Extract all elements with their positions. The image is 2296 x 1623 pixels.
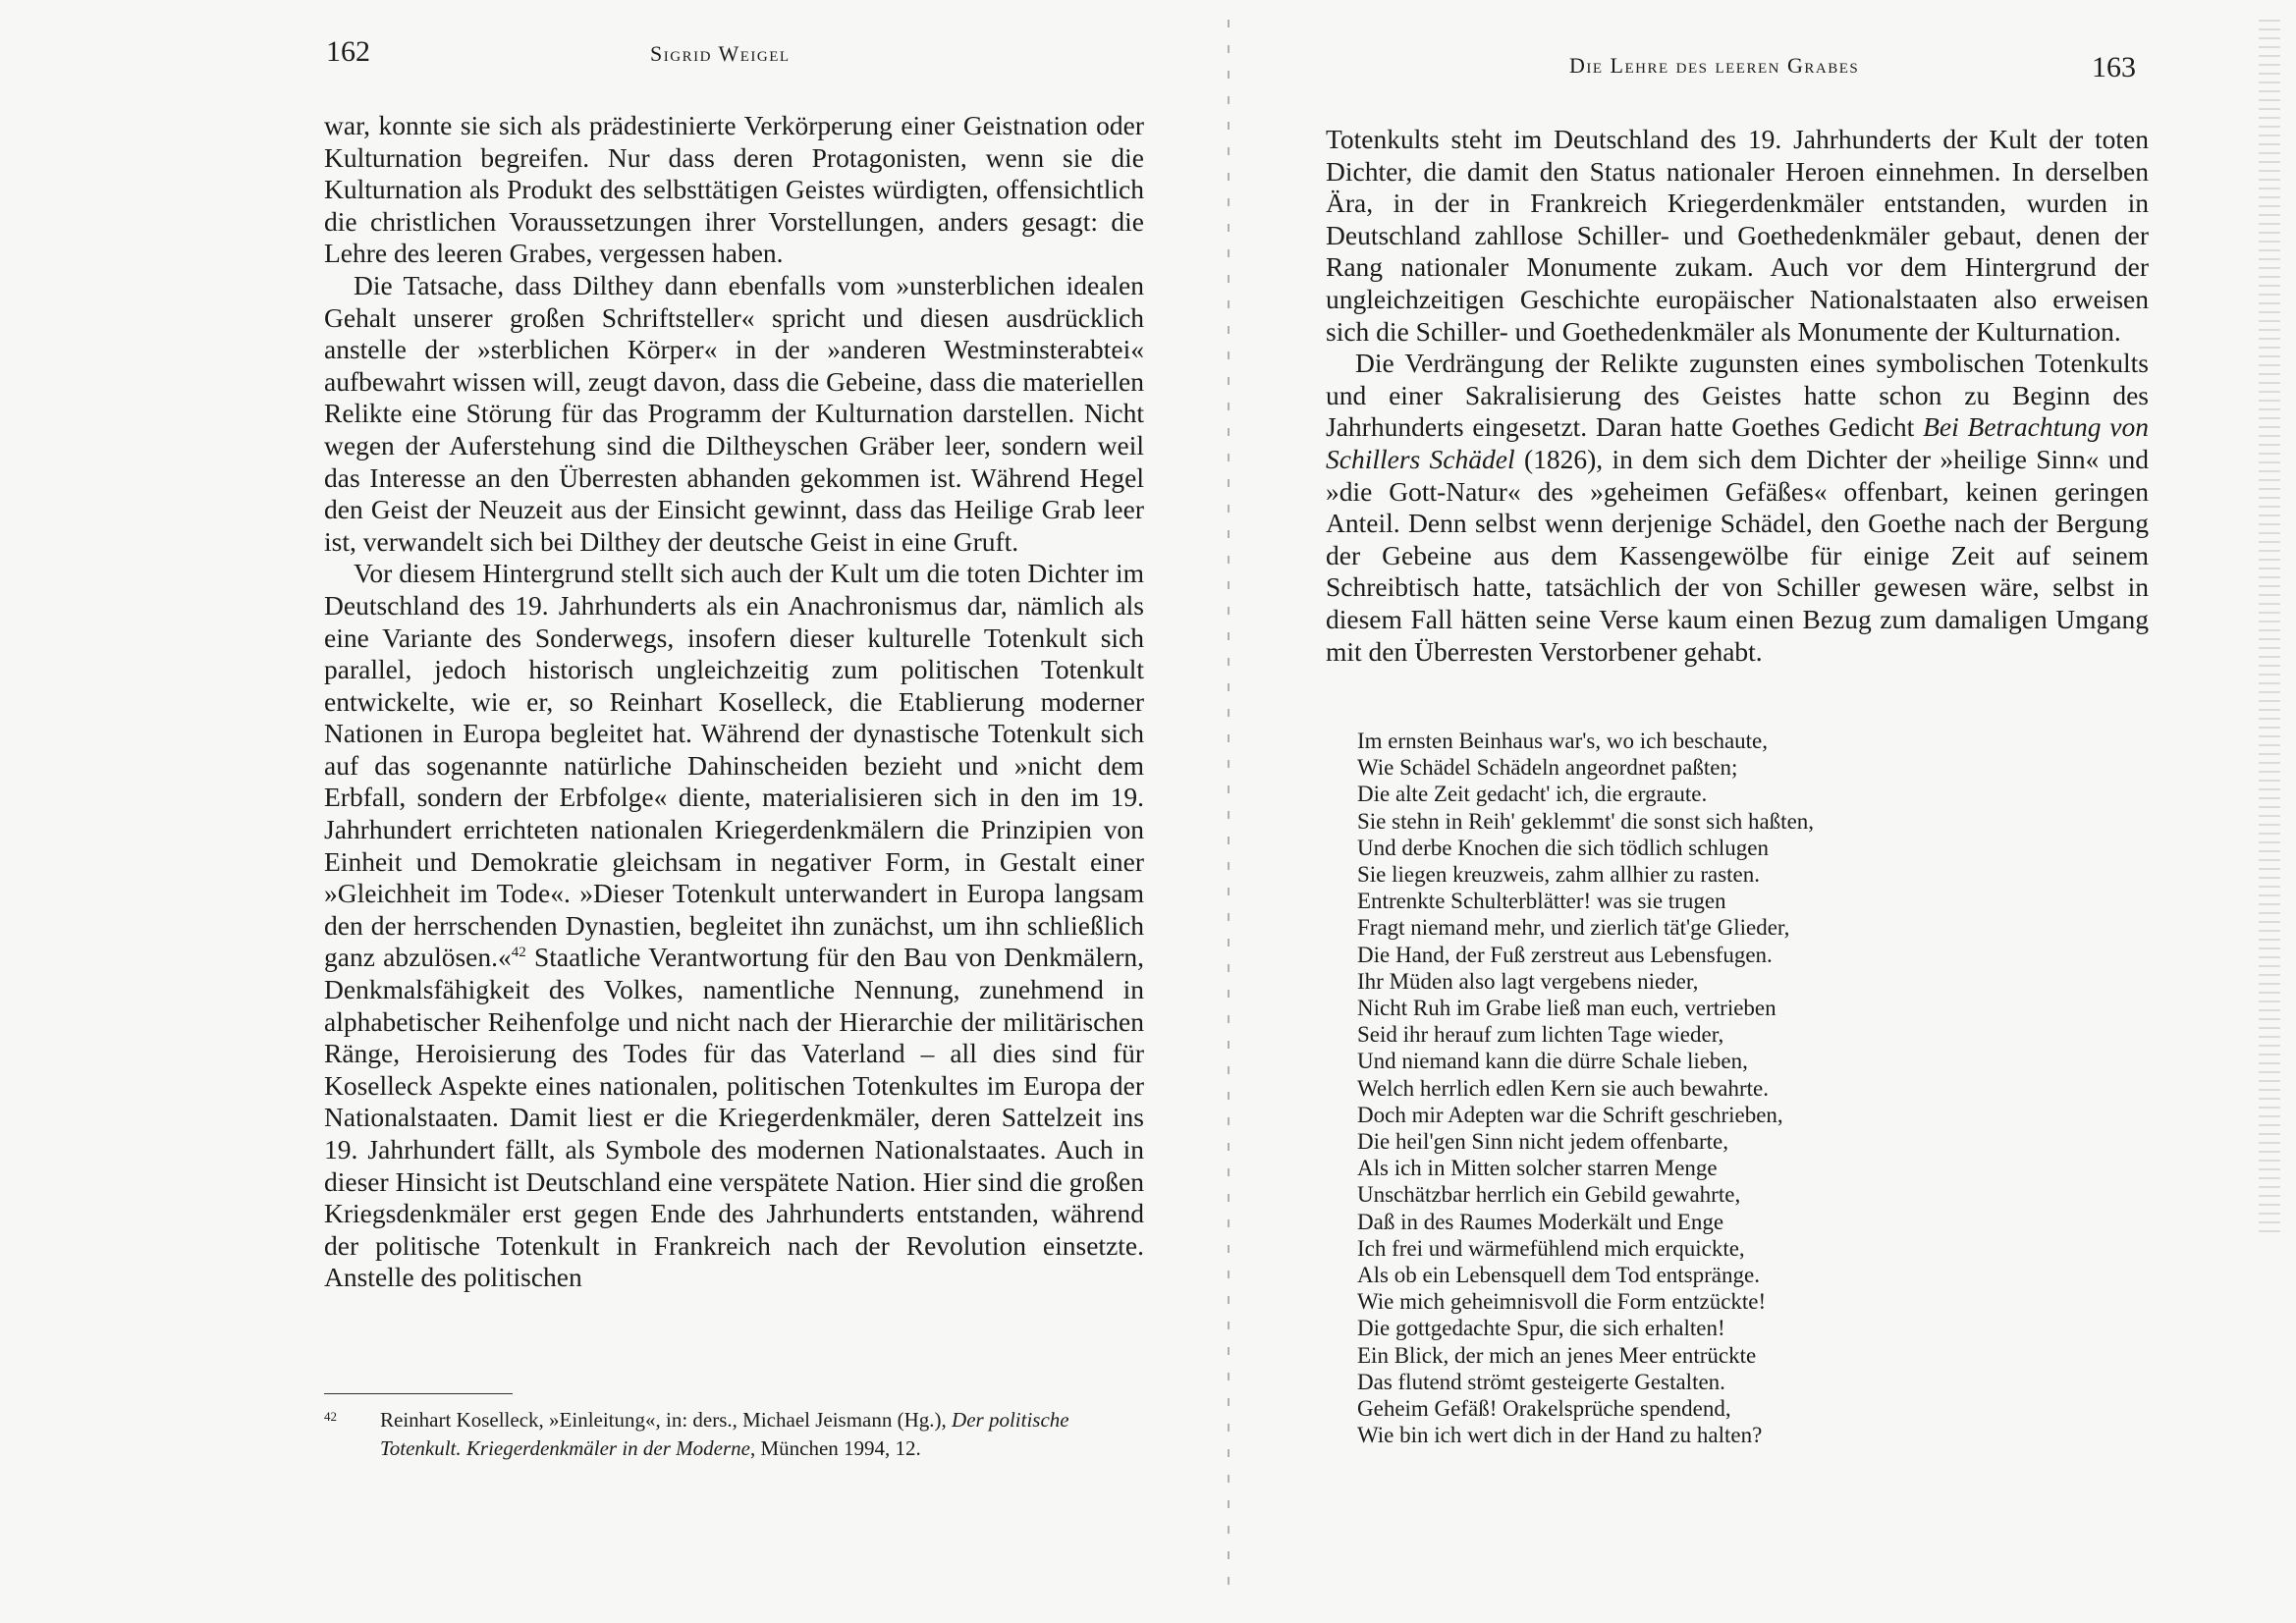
footnote-rule [324,1393,513,1394]
poem-line: Ich frei und wärmefühlend mich erquickte, [1357,1235,1745,1261]
paragraph: war, konnte sie sich als prädestinierte Verkörperung einer Geistnation oder Kulturnation begreifen. Nur dass deren Protagonisten, wenn sie die Kulturnation als Produkt des selbsttätigen Geistes würdigten, offensichtlich die christlichen Voraussetzungen ihrer Vorstellungen, anders gesagt: die Lehre des leeren Grabes, vergessen haben. [324,110,1144,269]
poem-line: Als ob ein Lebensquell dem Tod entspränge. [1357,1263,1760,1288]
footnote-text [380,1406,1144,1463]
footnote-reference: 42 [511,945,526,961]
poem-line: Geheim Gefäß! Orakelsprüche spendend, [1357,1396,1731,1422]
paragraph-text: Staatliche Verantwortung für den Bau von Denkmälern, Denkmalsfähigkeit des Volkes, namentliche Nennung, zunehmend in alphabetischer Reihenfolge und nicht nach der Hierarchie der militärischen Ränge, Heroisierung des Todes für das Vaterland – all dies sind für Koselleck Aspekte eines nationalen, politischen Totenkultes im Europa der Nationalstaaten. Damit liest er die Kriegerdenkmäler, deren Sattelzeit ins 19. Jahrhundert fällt, als Symbole des modernen Nationalstaates. Auch in dieser Hinsicht ist Deutschland eine verspätete Nation. Hier sind die großen Kriegsdenkmäler erst gegen Ende des Jahrhunderts entstanden, während der politische Totenkult in Frankreich nach der Revolution einsetzte. Anstelle des politischen [324,942,1144,1293]
footnote-book-title: Der politische Totenkult. Kriegerdenkmäler in der Moderne [380,1408,1069,1460]
footnote [324,1406,1144,1463]
poem-line: Die Hand, der Fuß zerstreut aus Lebensfugen. [1357,942,1773,967]
paragraph-text: Vor diesem Hintergrund stellt sich auch der Kult um die toten Dichter im Deutschland des 19. Jahrhunderts als ein Anachronismus dar, nämlich als eine Variante des Sonderwegs, insofern dieser kulturelle Totenkult sich parallel, jedoch historisch ungleichzeitig zum politischen Totenkult entwickelte, wie er, so Reinhart Koselleck, die Etablierung moderner Nationen in Europa begleitet hat. Während der dynastische Totenkult sich auf das sogenannte natürliche Dahinscheiden bezieht und »nicht dem Erbfall, sondern der Erbfolge« diente, materialisieren sich in den im 19. Jahrhundert errichteten nationalen Kriegerdenkmälern die Prinzipien von Einheit und Demokratie gleichsam in negativer Form, in Gestalt einer »Gleichheit im Tode«. »Dieser Totenkult unterwandert in Europa langsam den der herrschenden Dynastien, begleitet ihn zunächst, um ihn schließlich ganz abzulösen.« [324,558,1144,973]
poem-line: Fragt niemand mehr, und zierlich tät'ge Glieder, [1357,915,1790,941]
poem-line: Wie mich geheimnisvoll die Form entzückte! [1357,1289,1767,1315]
poem-line: Entrenkte Schulterblätter! was sie trugen [1357,889,1726,914]
poem-line: Daß in des Raumes Moderkält und Enge [1357,1209,1724,1234]
running-head: Die Lehre des leeren Grabes [1569,53,1860,78]
paragraph-text: (1826), in dem sich dem Dichter der »heilige Sinn« und »die Gott-Natur« des »geheimen Gefäßes« offenbart, keinen geringen Anteil. Denn selbst wenn derjenige Schädel, den Goethe nach der Bergung der Gebeine aus dem Kassengewölbe für einige Zeit auf seinem Schreibtisch hatte, tatsächlich der von Schiller gewesen wäre, selbst in diesem Fall hätten seine Verse kaum einen Bezug zum damaligen Umgang mit den Überresten Verstorbener gehabt. [1326,443,2149,667]
poem-line: Ein Blick, der mich an jenes Meer entrückte [1357,1342,1757,1368]
poem-line: Wie bin ich wert dich in der Hand zu halten? [1357,1423,1763,1448]
running-head: Sigrid Weigel [650,41,791,66]
body-text [1326,124,2149,668]
footnote-citation: Reinhart Koselleck, »Einleitung«, in: ders., Michael Jeismann (Hg.), [380,1408,953,1432]
footnote-citation-end: , München 1994, 12. [749,1436,921,1460]
poem-line: Die alte Zeit gedacht' ich, die ergraute. [1357,782,1708,807]
scan-edge [2259,20,2280,1237]
paragraph [1326,348,2149,668]
poem-line: Die gottgedachte Spur, die sich erhalten! [1357,1316,1725,1341]
paragraph [324,558,1144,1294]
paragraph: Totenkults steht im Deutschland des 19. Jahrhunderts der Kult der toten Dichter, die damit den Status nationaler Heroen einnehmen. In derselben Ära, in der in Frankreich Kriegerdenkmäler entstanden, wurden in Deutschland zahllose Schiller- und Goethedenkmäler gebaut, denen der Rang nationaler Monumente zukam. Auch vor dem Hintergrund der ungleichzeitigen Geschichte europäischer Nationalstaaten also erweisen sich die Schiller- und Goethedenkmäler als Monumente der Kulturnation. [1326,124,2149,347]
footnote-number: 42 [324,1409,337,1424]
poem-line: Die heil'gen Sinn nicht jedem offenbarte, [1357,1129,1728,1155]
poem-line: Nicht Ruh im Grabe ließ man euch, vertrieben [1357,996,1777,1021]
page-number: 163 [2092,51,2136,83]
poem-line: Und derbe Knochen die sich tödlich schlugen [1357,835,1769,860]
poem-line: Als ich in Mitten solcher starren Menge [1357,1156,1718,1181]
poem-line: Im ernsten Beinhaus war's, wo ich beschaute, [1357,729,1769,753]
poem-line: Das flutend strömt gesteigerte Gestalten. [1357,1369,1725,1394]
paragraph: Die Tatsache, dass Dilthey dann ebenfalls vom »unsterblichen idealen Gehalt unserer großen Schriftsteller« spricht und diesen ausdrücklich anstelle der »sterblichen Körper« in der »anderen Westminsterabtei« aufbewahrt wissen will, zeugt davon, dass die Gebeine, dass die materiellen Relikte eine Störung für das Programm der Kulturnation darstellen. Nicht wegen der Auferstehung sind die Diltheyschen Gräber leer, sondern weil das Interesse an den Überresten abhanden gekommen ist. Während Hegel den Geist der Neuzeit aus der Einsicht gewinnt, dass das Heilige Grab leer ist, verwandelt sich bei Dilthey der deutsche Geist in eine Gruft. [324,269,1144,557]
poem-line: Unschätzbar herrlich ein Gebild gewahrte, [1357,1182,1741,1208]
body-text [324,110,1144,1294]
paragraph-text: Die Verdrängung der Relikte zugunsten eines symbolischen Totenkults und einer Sakralisierung des Geistes hatte schon zu Beginn des Jahrhunderts eingesetzt. Daran hatte Goethes Gedicht [1326,348,2149,443]
poem [1357,728,1814,1448]
poem-line: Doch mir Adepten war die Schrift geschrieben, [1357,1102,1783,1127]
poem-line: Wie Schädel Schädeln angeordnet paßten; [1357,755,1738,781]
poem-line: Seid ihr herauf zum lichten Tage wieder, [1357,1022,1724,1048]
poem-line: Und niemand kann die dürre Schale lieben, [1357,1049,1748,1074]
poem-line: Sie liegen kreuzweis, zahm allhier zu rasten. [1357,862,1761,888]
poem-line: Ihr Müden also lagt vergebens nieder, [1357,968,1699,994]
poem-line: Sie stehn in Reih' geklemmt' die sonst sich haßten, [1357,808,1815,834]
poem-title: Bei Betrachtung von Schillers Schädel [1326,411,2149,474]
page-number: 162 [326,35,370,68]
poem-line: Welch herrlich edlen Kern sie auch bewahrte. [1357,1075,1769,1101]
